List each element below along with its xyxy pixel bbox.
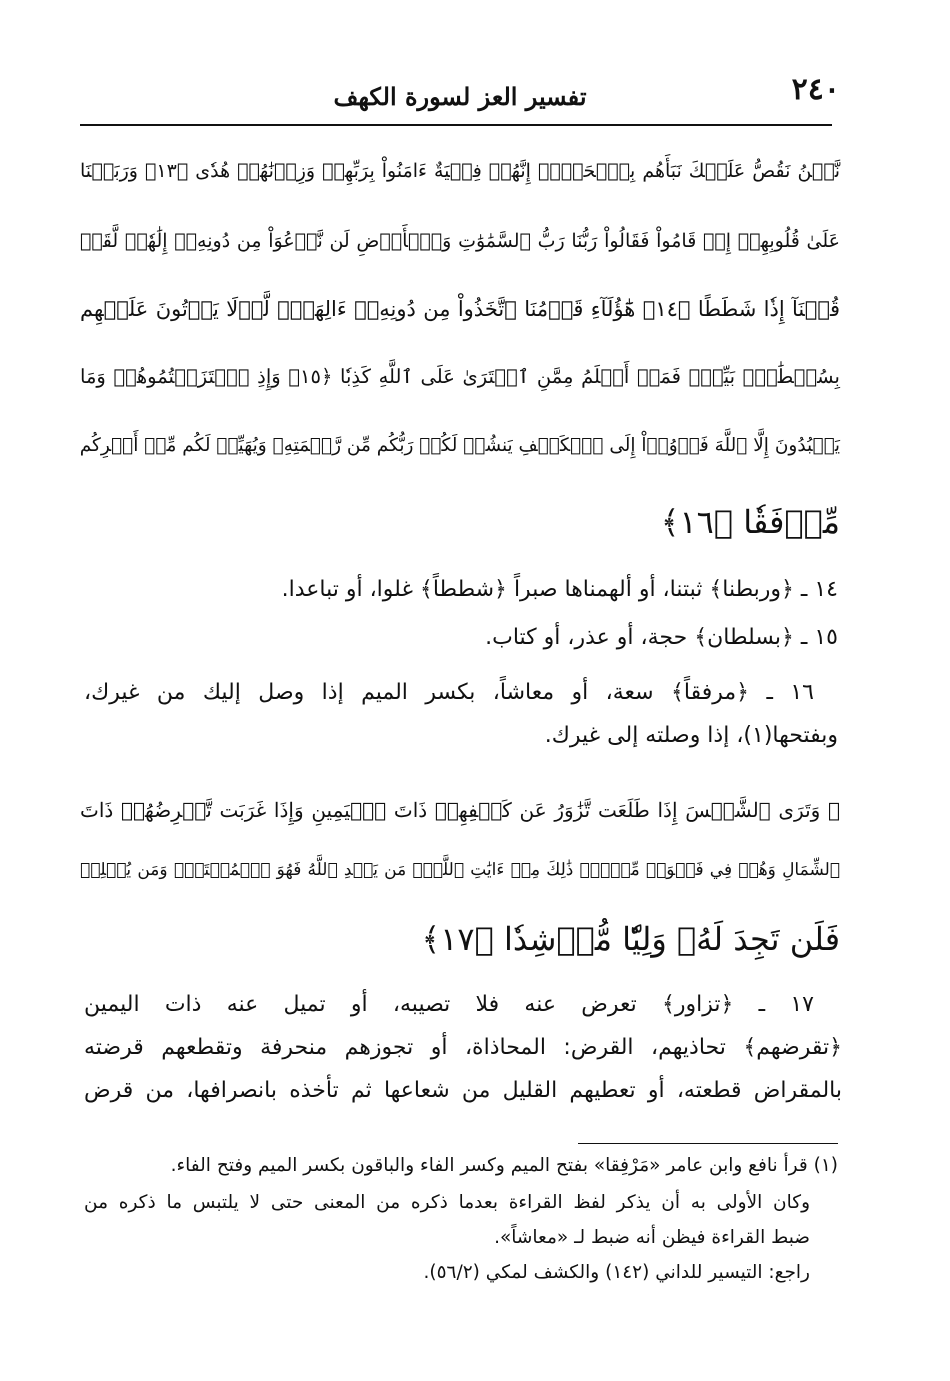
footnote-line: (١) قرأ نافع وابن عامر «مَرْفِقا» بفتح الميم وكسر الفاء والباقون بكسر الميم وفتح الفاء. [170, 1155, 838, 1176]
footnote-line: ضبط القراءة فيظن أنه ضبط لـ «معاشاً». [494, 1227, 810, 1248]
quran-verse-line: بِسُلۡطَٰنِۭ بَيِّنٖۖ فَمَنۡ أَظۡلَمُ مِمَّنِ ٱفۡتَرَىٰ عَلَى ٱللَّهِ كَذِبٗا ﴿١٥﴾ وَإِذِ ٱعۡتَزَلۡتُمُوهُمۡ وَمَا [80, 365, 840, 388]
footnote-line: راجع: التيسير للداني (١٤٢) والكشف لمكي (٥٦/٢). [423, 1262, 810, 1283]
quran-verse-line: مِّرۡفَقٗا ﴿١٦﴾ [660, 503, 840, 541]
quran-verse-line: ۞ وَتَرَى ٱلشَّمۡسَ إِذَا طَلَعَت تَّزَٰوَرُ عَن كَهۡفِهِمۡ ذَاتَ ٱلۡيَمِينِ وَإِذَا غَرَبَت تَّقۡرِضُهُمۡ ذَاتَ [80, 798, 841, 822]
commentary-line: ١٥ ـ ﴿بسلطان﴾ حجة، أو عذر، أو كتاب. [485, 625, 838, 650]
commentary-line: ١٤ ـ ﴿وربطنا﴾ ثبتنا، أو ألهمناها صبراً ﴿شططاً﴾ غلوا، أو تباعدا. [281, 577, 838, 602]
commentary-line: ﴿تقرضهم﴾ تحاذيهم، القرض: المحاذاة، أو تجوزهم منحرفة وتقطعهم قرضته [84, 1035, 842, 1060]
quran-verse-line: نَّحۡنُ نَقُصُّ عَلَيۡكَ نَبَأَهُم بِٱلۡحَقِّۚ إِنَّهُمۡ فِتۡيَةٌ ءَامَنُواْ بِرَبِّهِمۡ وَزِدۡنَٰهُمۡ هُدٗى ﴿١٣﴾ وَرَبَطۡنَا [80, 160, 841, 182]
quran-verse-line: قُلۡنَآ إِذٗا شَطَطًا ﴿١٤﴾ هَٰٓؤُلَآءِ قَوۡمُنَا ٱتَّخَذُواْ مِن دُونِهِۦٓ ءَالِهَةٗۖ لَّوۡلَا يَأۡتُونَ عَلَيۡهِم [80, 297, 840, 321]
quran-verse-line: يَعۡبُدُونَ إِلَّا ٱللَّهَ فَأۡوُۥٓاْ إِلَى ٱلۡكَهۡفِ يَنشُرۡ لَكُمۡ رَبُّكُم مِّن رَّحۡمَتِهِۦ وَيُهَيِّئۡ لَكُم مِّنۡ أَمۡرِكُم [79, 435, 840, 456]
running-title: تفسير العز لسورة الكهف [333, 82, 587, 111]
quran-verse-line: فَلَن تَجِدَ لَهُۥ وَلِيّٗا مُّرۡشِدٗا ﴿١٧﴾ [421, 920, 840, 958]
footnote-line: وكان الأولى به أن يذكر لفظ القراءة بعدما ذكره من المعنى حتى لا يلتبس ما ذكره من [84, 1192, 810, 1213]
commentary-line: وبفتحها(١)، إذا وصلته إلى غيرك. [544, 723, 838, 748]
commentary-line: بالمقراض قطعته، أو تعطيهم القليل من شعاعها ثم تأخذه بانصرافها، من قرض [84, 1078, 842, 1103]
quran-verse-line: عَلَىٰ قُلُوبِهِمۡ إِذۡ قَامُواْ فَقَالُواْ رَبُّنَا رَبُّ ٱلسَّمَٰوَٰتِ وَٱلۡأَرۡضِ لَن نَّدۡعُوَاْ مِن دُونِهِۦٓ إِلَٰهٗاۖ لَّقَدۡ [80, 230, 840, 252]
header-rule [80, 124, 832, 126]
quran-verse-line: ٱلشِّمَالِ وَهُمۡ فِي فَجۡوَةٖ مِّنۡهُۚ ذَٰلِكَ مِنۡ ءَايَٰتِ ٱللَّهِۗ مَن يَهۡدِ ٱللَّهُ فَهُوَ ٱلۡمُهۡتَدِۖ وَمَن يُضۡلِلۡ [80, 860, 840, 880]
page-number: ٢٤٠ [791, 72, 840, 107]
footnote-rule [578, 1143, 838, 1144]
commentary-line: ١٦ ـ ﴿مرفقاً﴾ سعة، أو معاشاً، بكسر الميم إذا وصل إليك من غيرك، [84, 680, 814, 705]
page-header [80, 72, 840, 122]
commentary-line: ١٧ ـ ﴿تزاور﴾ تعرض عنه فلا تصيبه، أو تميل عنه ذات اليمين [84, 992, 814, 1017]
